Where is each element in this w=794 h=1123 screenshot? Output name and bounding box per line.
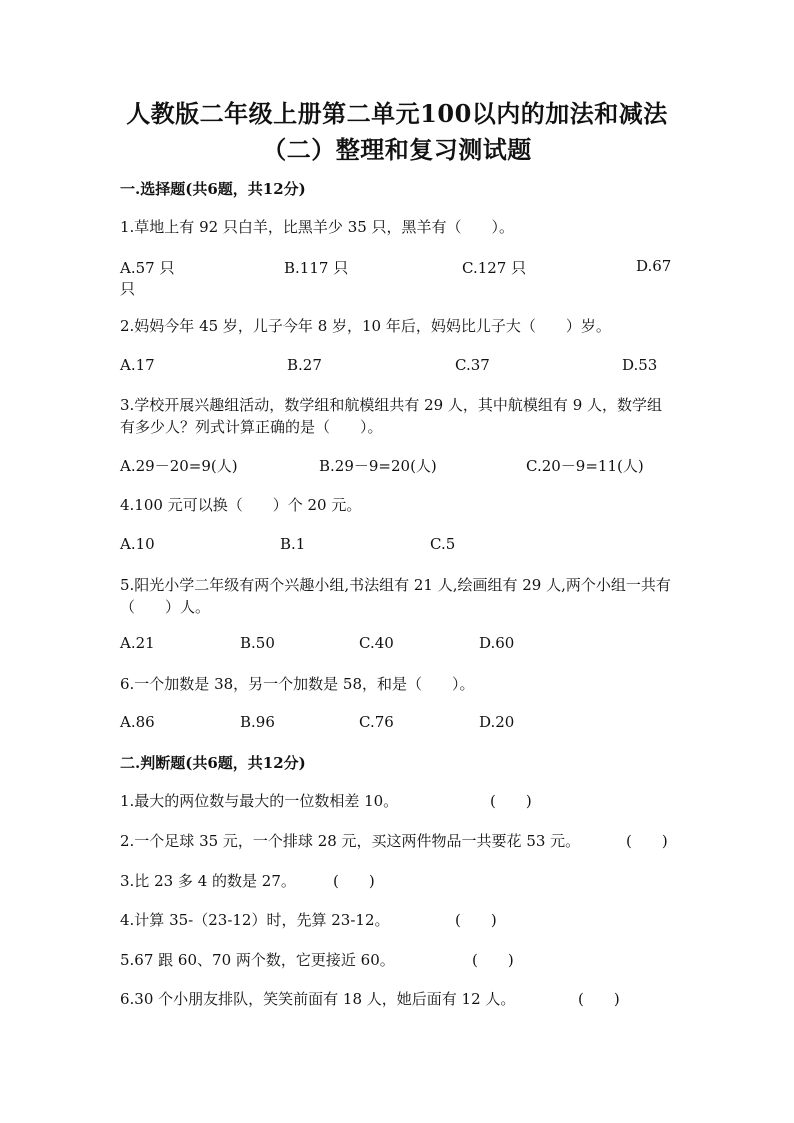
judgement-answer-blank-3[interactable]: ( ) — [333, 872, 375, 890]
q2-option-a[interactable]: A.17 — [120, 356, 155, 374]
judgement-answer-blank-4[interactable]: ( ) — [455, 911, 497, 929]
q1-option-d-continuation: 只 — [120, 280, 136, 298]
q1-option-a[interactable]: A.57 只 — [120, 259, 175, 277]
judgement-question-6: 6.30 个小朋友排队，笑笑前面有 18 人，她后面有 12 人。 — [120, 990, 516, 1008]
q2-option-d[interactable]: D.53 — [622, 356, 658, 374]
q6-option-d[interactable]: D.20 — [479, 713, 515, 731]
q6-option-a[interactable]: A.86 — [120, 713, 155, 731]
q4-option-b[interactable]: B.1 — [280, 535, 306, 553]
q5-option-d[interactable]: D.60 — [479, 634, 515, 652]
q2-option-b[interactable]: B.27 — [287, 356, 322, 374]
judgement-question-5: 5.67 跟 60、70 两个数，它更接近 60。 — [120, 951, 395, 969]
page-title-line1: 人教版二年级上册第二单元100以内的加法和减法 — [126, 99, 668, 128]
q5-option-a[interactable]: A.21 — [120, 634, 155, 652]
choice-question-3: 3.学校开展兴趣组活动，数学组和航模组共有 29 人，其中航模组有 9 人，数学组有多少人？列式计算正确的是（ ）。 — [120, 396, 663, 436]
judgement-question-2: 2.一个足球 35 元，一个排球 28 元，买这两件物品一共要花 53 元。 — [120, 832, 581, 850]
q4-option-a[interactable]: A.10 — [120, 535, 155, 553]
judgement-answer-blank-6[interactable]: ( ) — [578, 990, 620, 1008]
judgement-question-3: 3.比 23 多 4 的数是 27。 — [120, 872, 296, 890]
choice-question-6: 6.一个加数是 38，另一个加数是 58，和是（ ）。 — [120, 675, 475, 693]
q3-option-b[interactable]: B.29－9=20(人) — [319, 457, 437, 475]
judgement-question-4: 4.计算 35-（23-12）时，先算 23-12。 — [120, 911, 390, 929]
q1-option-b[interactable]: B.117 只 — [284, 259, 349, 277]
q1-option-d[interactable]: D.67 — [636, 257, 672, 275]
q3-option-a[interactable]: A.29－20=9(人) — [120, 457, 238, 475]
judgement-answer-blank-5[interactable]: ( ) — [472, 951, 514, 969]
judgement-question-1: 1.最大的两位数与最大的一位数相差 10。 — [120, 792, 399, 810]
judgement-answer-blank-1[interactable]: ( ) — [490, 792, 532, 810]
choice-question-2: 2.妈妈今年 45 岁，儿子今年 8 岁，10 年后，妈妈比儿子大（ ）岁。 — [120, 317, 611, 335]
q5-option-c[interactable]: C.40 — [359, 634, 394, 652]
q4-option-c[interactable]: C.5 — [430, 535, 456, 553]
section-heading-judgement: 二.判断题(共6题，共12分) — [120, 754, 306, 772]
choice-question-1: 1.草地上有 92 只白羊，比黑羊少 35 只，黑羊有（ ）。 — [120, 218, 515, 236]
q5-option-b[interactable]: B.50 — [240, 634, 275, 652]
q3-option-c[interactable]: C.20－9=11(人) — [526, 457, 644, 475]
choice-question-5: 5.阳光小学二年级有两个兴趣小组,书法组有 21 人,绘画组有 29 人,两个小组一共有（ ）人。 — [120, 576, 671, 616]
q6-option-c[interactable]: C.76 — [359, 713, 394, 731]
q2-option-c[interactable]: C.37 — [455, 356, 490, 374]
judgement-answer-blank-2[interactable]: ( ) — [626, 832, 668, 850]
q1-option-c[interactable]: C.127 只 — [462, 259, 527, 277]
choice-question-4: 4.100 元可以换（ ）个 20 元。 — [120, 496, 362, 514]
page-title-line2: （二）整理和复习测试题 — [262, 135, 532, 164]
q6-option-b[interactable]: B.96 — [240, 713, 275, 731]
section-heading-choice: 一.选择题(共6题，共12分) — [120, 180, 306, 198]
